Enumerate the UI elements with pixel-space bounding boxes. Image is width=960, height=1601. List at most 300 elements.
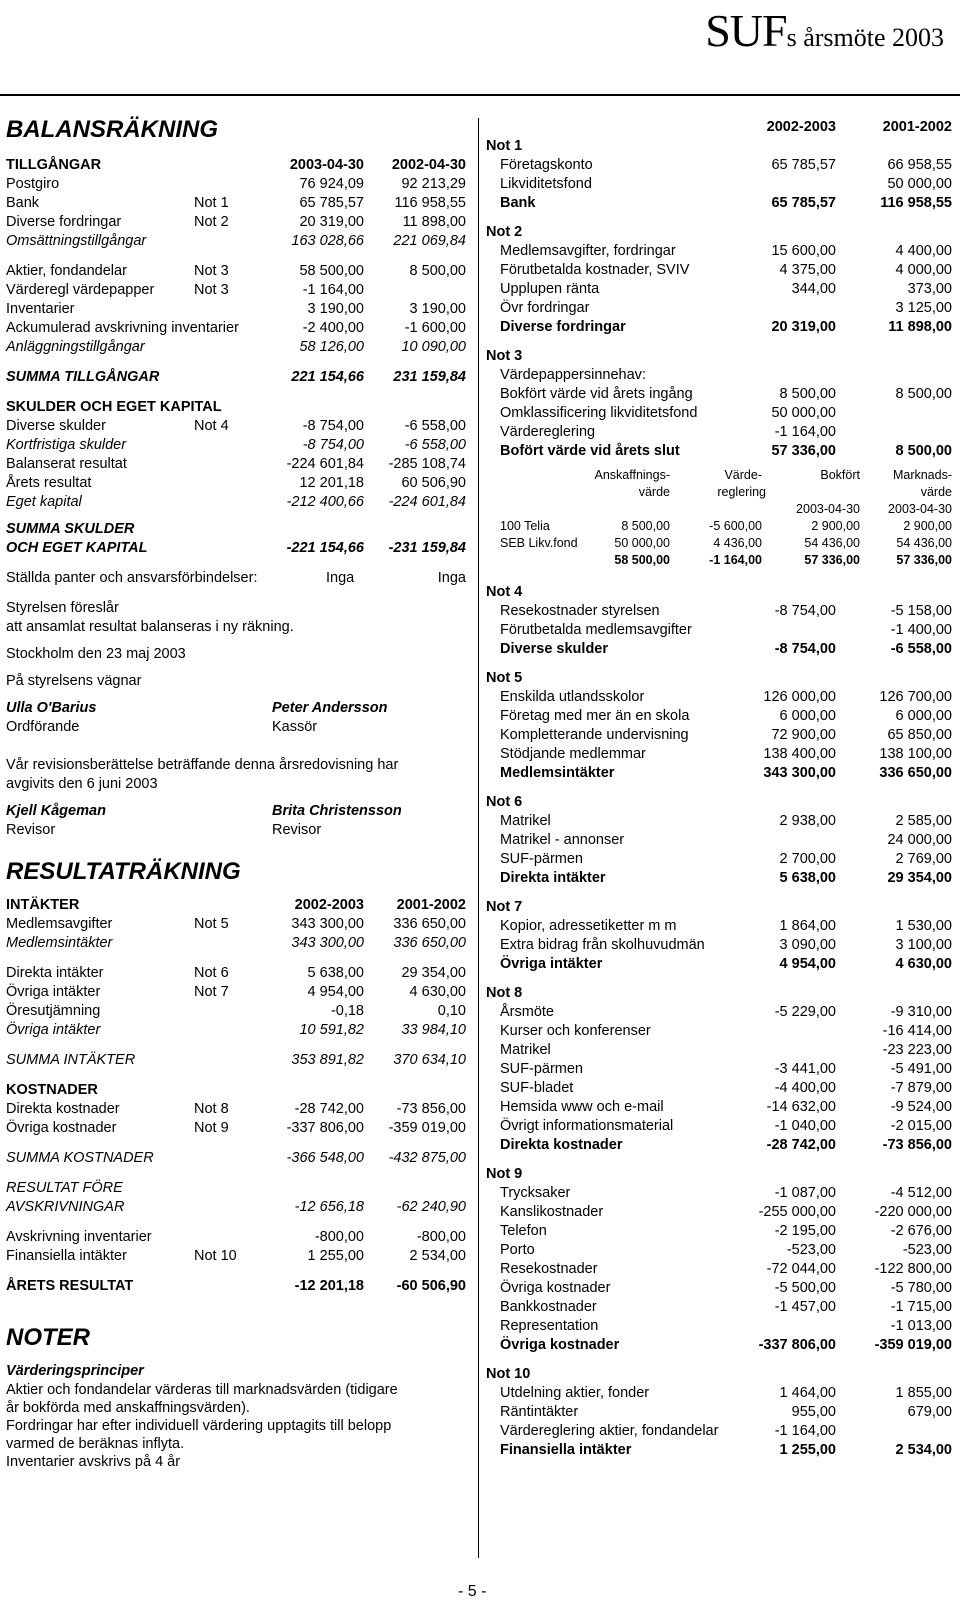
note-label: Not 3 [486,348,523,364]
holding-reglering: -5 600,00 [709,519,762,533]
note-row-label: Upplupen ränta [500,281,600,297]
note-row-value-1: -14 632,00 [766,1099,836,1115]
row-label: Anläggningstillgångar [6,339,145,355]
note-row-value-2: 50 000,00 [887,176,952,192]
table-row [6,281,468,300]
principer-text [6,1381,468,1471]
note-label: Not 6 [486,794,523,810]
sig2-name: Peter Andersson [272,700,388,716]
note-row-value-2: -73 856,00 [882,1137,952,1153]
principer-line: år bokförda med anskaffningsvärden). [6,1400,250,1416]
table-row [6,319,468,338]
summa-skulder-v1: -221 154,66 [286,540,364,556]
note-row [486,1298,956,1317]
note-row-value-1: 138 400,00 [763,746,836,762]
note-row-label: Utdelning aktier, fonder [500,1385,650,1401]
note-label: Not 5 [486,670,523,686]
row-label: Inventarier [6,301,75,317]
note-row-value-2: -2 676,00 [890,1223,952,1239]
note-row [486,1441,956,1460]
note-row [486,1222,956,1241]
row-label: Eget kapital [6,494,82,510]
note-row [486,242,956,261]
row-value-1: -8 754,00 [302,418,364,434]
row-value-2: 60 506,90 [401,475,466,491]
note-row-label: Värdereglering aktier, fondandelar [500,1423,719,1439]
note-row [486,1260,956,1279]
holding-bokfort: 54 436,00 [804,536,860,550]
row-value-2: -285 108,74 [388,456,466,472]
sig1-role: Ordförande [6,719,80,735]
holding-reglering: -1 164,00 [709,553,762,567]
note-row [486,318,956,337]
note-row [486,175,956,194]
note-row-label: Förutbetalda kostnader, SVIV [500,262,690,278]
note-header-not7 [486,898,956,917]
row-value-1: -212 400,66 [286,494,364,510]
noter-title: NOTER [6,1324,90,1351]
foreslar-text-1: Styrelsen föreslår [6,600,119,616]
note-row [486,1117,956,1136]
note-row-value-2: -122 800,00 [874,1261,952,1277]
notes-year-1: 2002-2003 [766,119,836,135]
note-row-label: Bankkostnader [500,1299,597,1315]
row-value-1: 58 126,00 [299,339,364,355]
row-value-2: 8 500,00 [409,263,466,279]
note-row-label: Kurser och konferenser [500,1023,651,1039]
note-row-value-1: 50 000,00 [771,405,836,421]
note-row-label: Diverse fordringar [500,319,626,335]
note-row-value-2: 373,00 [907,281,952,297]
note-row-value-1: -28 742,00 [766,1137,836,1153]
rev2-name: Brita Christensson [272,803,402,819]
note-row-value-2: -359 019,00 [874,1337,952,1353]
note-row-value-1: 1 255,00 [779,1442,836,1458]
hdr-marknads-2: värde [920,485,952,499]
row-label: Årets resultat [6,475,92,491]
note-row-value-2: -16 414,00 [882,1023,952,1039]
note-row-value-1: 344,00 [791,281,836,297]
note-row-value-2: 6 000,00 [895,708,952,724]
balans-rows [6,175,468,357]
row-value-2: 4 630,00 [409,984,466,1000]
hdr-marknads-date: 2003-04-30 [888,502,952,516]
note-row [486,1079,956,1098]
arets-label: ÅRETS RESULTAT [6,1278,134,1294]
row-label: Övriga intäkter [6,984,101,1000]
note-row-value-2: -6 558,00 [890,641,952,657]
panter-row [6,569,468,588]
row-value-1: 343 300,00 [291,916,364,932]
right-column [486,118,956,1460]
resultat-rows-d [6,1228,468,1266]
note-row-label: Övr fordringar [500,300,590,316]
summa-kostnader-v1: -366 548,00 [286,1150,364,1166]
holding-name: SEB Likv.fond [500,536,578,550]
note-row-label: Kompletterande undervisning [500,727,689,743]
note-row-value-1: 3 090,00 [779,937,836,953]
row-value-1: -800,00 [314,1229,364,1245]
balans-title: BALANSRÄKNING [6,116,218,143]
hdr-anskaffning-2: värde [638,485,670,499]
row-label: Medlemsavgifter [6,916,113,932]
note-row-value-2: 65 850,00 [887,727,952,743]
note-row-value-2: -5 491,00 [890,1061,952,1077]
note-row-value-2: 679,00 [907,1404,952,1420]
row-value-1: 20 319,00 [299,214,364,230]
table-row [6,964,468,983]
row-label: Övriga intäkter [6,1022,101,1038]
row-value-1: 4 954,00 [307,984,364,1000]
note-row-label: Medlemsintäkter [500,765,615,781]
note-row-label: Företagskonto [500,157,593,173]
hdr-bokfort: Bokfört [820,468,860,482]
note-row-value-2: 126 700,00 [879,689,952,705]
row-label: Omsättningstillgångar [6,233,147,249]
note-row-value-1: 2 700,00 [779,851,836,867]
note-row-value-2: 29 354,00 [887,870,952,886]
note-header-not3 [486,347,956,366]
note-row-label: Direkta kostnader [500,1137,623,1153]
fore-row-1 [6,1179,468,1198]
table-row [6,1021,468,1040]
note-row-label: Årsmöte [500,1004,554,1020]
foreslar-text-2: att ansamlat resultat balanseras i ny räkning. [6,619,294,635]
intakter-header [6,896,468,915]
row-label: Ackumulerad avskrivning inventarier [6,320,239,336]
note-row-label: Medlemsavgifter, fordringar [500,243,676,259]
note-row [486,640,956,659]
note-subheader [486,366,956,385]
note-row-value-1: -255 000,00 [758,1204,836,1220]
note-row-value-2: -5 158,00 [890,603,952,619]
note-label: Not 2 [486,224,523,240]
table-row [6,983,468,1002]
row-label: Övriga kostnader [6,1120,117,1136]
note-row-value-1: 15 600,00 [771,243,836,259]
row-note: Not 10 [194,1248,237,1264]
row-value-2: -73 856,00 [396,1101,466,1117]
note-row-label: Representation [500,1318,599,1334]
row-label: Medlemsintäkter [6,935,113,951]
revisor-roles-row [6,821,468,840]
note-label: Not 7 [486,899,523,915]
note-row [486,955,956,974]
note-row-value-2: -9 524,00 [890,1099,952,1115]
table-row [6,338,468,357]
note-row-value-2: 1 855,00 [895,1385,952,1401]
note-row-value-1: -72 044,00 [766,1261,836,1277]
note-row-label: Telefon [500,1223,547,1239]
note-row-value-1: 4 954,00 [779,956,836,972]
note-row [486,1022,956,1041]
note-row [486,917,956,936]
note-row [486,299,956,318]
summa-tillgangar-v1: 221 154,66 [291,369,364,385]
principer-row [6,1362,468,1381]
row-label: Balanserat resultat [6,456,127,472]
foreslar-line-1 [6,599,468,618]
note-row-value-1: 5 638,00 [779,870,836,886]
kostnader-header [6,1081,468,1100]
note-label: Not 1 [486,138,523,154]
arets-v1: -12 201,18 [294,1278,364,1294]
note-row-value-1: 1 864,00 [779,918,836,934]
revision-line-2 [6,775,468,794]
table-row [6,934,468,953]
row-value-2: 116 958,55 [394,195,466,211]
note-row-label: Matrikel - annonser [500,832,625,848]
note-row [486,745,956,764]
note-row-value-1: 65 785,57 [771,157,836,173]
note-row-label: Trycksaker [500,1185,571,1201]
note-row-label: Övriga kostnader [500,1280,611,1296]
note-row [486,261,956,280]
revision-text-2: avgivits den 6 juni 2003 [6,776,158,792]
note-header-not8 [486,984,956,1003]
table-row [6,1247,468,1266]
kostnader-label: KOSTNADER [6,1082,98,1098]
table-row [6,455,468,474]
row-note: Not 4 [194,418,229,434]
holdings-header-row [486,467,956,484]
holdings-row [486,552,956,569]
table-row [6,175,468,194]
row-label: Avskrivning inventarier [6,1229,152,1245]
table-row [6,1100,468,1119]
table-row [6,232,468,251]
note-row [486,602,956,621]
row-label: Finansiella intäkter [6,1248,127,1264]
row-value-1: 58 500,00 [299,263,364,279]
note-row-value-1: -5 229,00 [774,1004,836,1020]
note-row-label: Bofört värde vid årets slut [500,443,680,459]
note-row-label: Företag med mer än en skola [500,708,690,724]
note-row-value-1: -8 754,00 [774,603,836,619]
summa-skulder-label-2: OCH EGET KAPITAL [6,540,148,556]
signature-roles-row [6,718,468,737]
row-value-2: 2 534,00 [409,1248,466,1264]
row-value-2: -6 558,00 [404,418,466,434]
summa-tillgangar-label: SUMMA TILLGÅNGAR [6,369,160,385]
note-row-value-1: 4 375,00 [779,262,836,278]
note-row-label: Likviditetsfond [500,176,592,192]
note-row-label: Matrikel [500,1042,551,1058]
notes-year-2: 2001-2002 [882,119,952,135]
note-row-label: Bank [500,195,536,211]
arets-v2: -60 506,90 [396,1278,466,1294]
note-row [486,423,956,442]
note-row-value-1: -1 087,00 [774,1185,836,1201]
note-row-value-1: -4 400,00 [774,1080,836,1096]
note-row-value-1: -2 195,00 [774,1223,836,1239]
note-row-value-1: 955,00 [791,1404,836,1420]
row-note: Not 3 [194,263,229,279]
signature-names-row [6,699,468,718]
note-row-value-2: -9 310,00 [890,1004,952,1020]
note-row [486,1384,956,1403]
row-value-1: -224 601,84 [286,456,364,472]
note-row [486,726,956,745]
note-row-value-1: 57 336,00 [771,443,836,459]
note-row-label: SUF-pärmen [500,1061,583,1077]
rev2-role: Revisor [272,822,322,838]
note-row-label: Diverse skulder [500,641,609,657]
note-row-value-2: 2 585,00 [895,813,952,829]
table-row [6,915,468,934]
table-row [6,1002,468,1021]
note-row-value-1: 126 000,00 [763,689,836,705]
note-row-value-2: -1 400,00 [890,622,952,638]
row-value-1: 76 924,09 [299,176,364,192]
note-row-label: Övrigt informationsmaterial [500,1118,674,1134]
holding-marknad: 54 436,00 [896,536,952,550]
fore-v1: -12 656,18 [294,1199,364,1215]
resultat-rows-c [6,1100,468,1138]
note-row-value-2: 4 400,00 [895,243,952,259]
principer-line: Fordringar har efter individuell värdering upptagits till belopp [6,1418,392,1434]
note-row-value-2: 116 958,55 [880,195,952,211]
row-label: Kortfristiga skulder [6,437,127,453]
sig2-role: Kassör [272,719,318,735]
holding-anskaffning: 50 000,00 [614,536,670,550]
note-row-label: SUF-pärmen [500,851,583,867]
table-row [6,213,468,232]
holding-anskaffning: 8 500,00 [621,519,670,533]
row-value-2: 336 650,00 [393,916,466,932]
note-row-value-2: 2 534,00 [895,1442,952,1458]
row-note: Not 7 [194,984,229,1000]
skulder-rows [6,417,468,512]
panter-label: Ställda panter och ansvarsförbindelser: [6,570,258,586]
summa-skulder-row-2 [6,539,468,558]
resultat-rows-a [6,915,468,953]
note-row-value-1: 343 300,00 [763,765,836,781]
rev1-name: Kjell Kågeman [6,803,106,819]
note-row [486,812,956,831]
note-row-label: Resekostnader styrelsen [500,603,660,619]
note-row [486,442,956,461]
note-row-label: Hemsida www och e-mail [500,1099,664,1115]
fore-label-1: RESULTAT FÖRE [6,1180,123,1196]
row-label: Aktier, fondandelar [6,263,127,279]
intakter-label: INTÄKTER [6,897,80,913]
holding-marknad: 57 336,00 [896,553,952,567]
summa-skulder-label-1: SUMMA SKULDER [6,521,135,537]
row-value-1: 163 028,66 [291,233,364,249]
row-label: Postgiro [6,176,60,192]
year-2: 2001-2002 [396,897,466,913]
principer-label: Värderingsprinciper [6,1363,144,1379]
page-number: - 5 - [458,1583,487,1600]
note-row [486,1336,956,1355]
summa-skulder-row-1 [6,520,468,539]
summa-skulder-v2: -231 159,84 [388,540,466,556]
header-subtitle: s årsmöte 2003 [786,23,944,52]
holding-name: 100 Telia [500,519,550,533]
note-row-value-2: 1 530,00 [895,918,952,934]
row-label: Diverse skulder [6,418,106,434]
row-value-1: -28 742,00 [294,1101,364,1117]
row-value-2: 0,10 [437,1003,466,1019]
note-row-value-1: -1 164,00 [774,424,836,440]
note-row-value-2: -1 013,00 [890,1318,952,1334]
row-label: Värderegl värdepapper [6,282,155,298]
note-row-value-2: 11 898,00 [888,319,952,335]
summa-kostnader-label: SUMMA KOSTNADER [6,1150,154,1166]
foreslar-line-2 [6,618,468,637]
row-value-1: 3 190,00 [307,301,364,317]
rev1-role: Revisor [6,822,56,838]
place-date: Stockholm den 23 maj 2003 [6,646,186,662]
note-row-label: Räntintäkter [500,1404,579,1420]
notes-year-header [486,118,956,137]
tillgangar-label: TILLGÅNGAR [6,157,102,173]
note-row-value-2: 3 100,00 [895,937,952,953]
tillgangar-header [6,156,468,175]
arets-resultat-row [6,1277,468,1296]
note-row [486,280,956,299]
holding-reglering: 4 436,00 [713,536,762,550]
note-header-not4 [486,583,956,602]
note-row [486,764,956,783]
fore-label-2: AVSKRIVNINGAR [6,1199,125,1215]
note-row-label: Kanslikostnader [500,1204,604,1220]
note-row [486,404,956,423]
principer-line: Aktier och fondandelar värderas till marknadsvärden (tidigare [6,1382,398,1398]
note-row-value-2: 336 650,00 [879,765,952,781]
row-value-1: 12 201,18 [299,475,364,491]
note-row [486,385,956,404]
note-row [486,936,956,955]
note-row-label: Övriga intäkter [500,956,603,972]
row-value-1: -0,18 [330,1003,364,1019]
hdr-varde: Värde- [724,468,762,482]
note-row-value-1: 20 319,00 [771,319,836,335]
note-row-value-1: -337 806,00 [758,1337,836,1353]
row-value-1: -8 754,00 [302,437,364,453]
note-row-value-2: 66 958,55 [887,157,952,173]
hdr-reglering: reglering [717,485,766,499]
holding-bokfort: 57 336,00 [804,553,860,567]
revision-line-1 [6,756,468,775]
row-value-1: 343 300,00 [291,935,364,951]
holdings-row [486,518,956,535]
row-value-1: 10 591,82 [299,1022,364,1038]
note-row [486,1422,956,1441]
row-value-1: -1 164,00 [302,282,364,298]
note-row-label: Kopior, adressetiketter m m [500,918,677,934]
holdings-row [486,535,956,552]
note-row-value-1: -1 040,00 [774,1118,836,1134]
note-row-label: Extra bidrag från skolhuvudmän [500,937,705,953]
note-row-value-2: -1 715,00 [890,1299,952,1315]
note-row-label: SUF-bladet [500,1080,574,1096]
row-value-2: -224 601,84 [388,494,466,510]
hdr-bokfort-date: 2003-04-30 [796,502,860,516]
note-row [486,688,956,707]
holding-bokfort: 2 900,00 [811,519,860,533]
table-row [6,1119,468,1138]
summa-kostnader-v2: -432 875,00 [388,1150,466,1166]
note-row [486,850,956,869]
note-row [486,1060,956,1079]
row-label: Direkta intäkter [6,965,104,981]
note-row [486,194,956,213]
table-row [6,417,468,436]
note-row-value-1: -8 754,00 [774,641,836,657]
note-row-value-2: 8 500,00 [895,386,952,402]
